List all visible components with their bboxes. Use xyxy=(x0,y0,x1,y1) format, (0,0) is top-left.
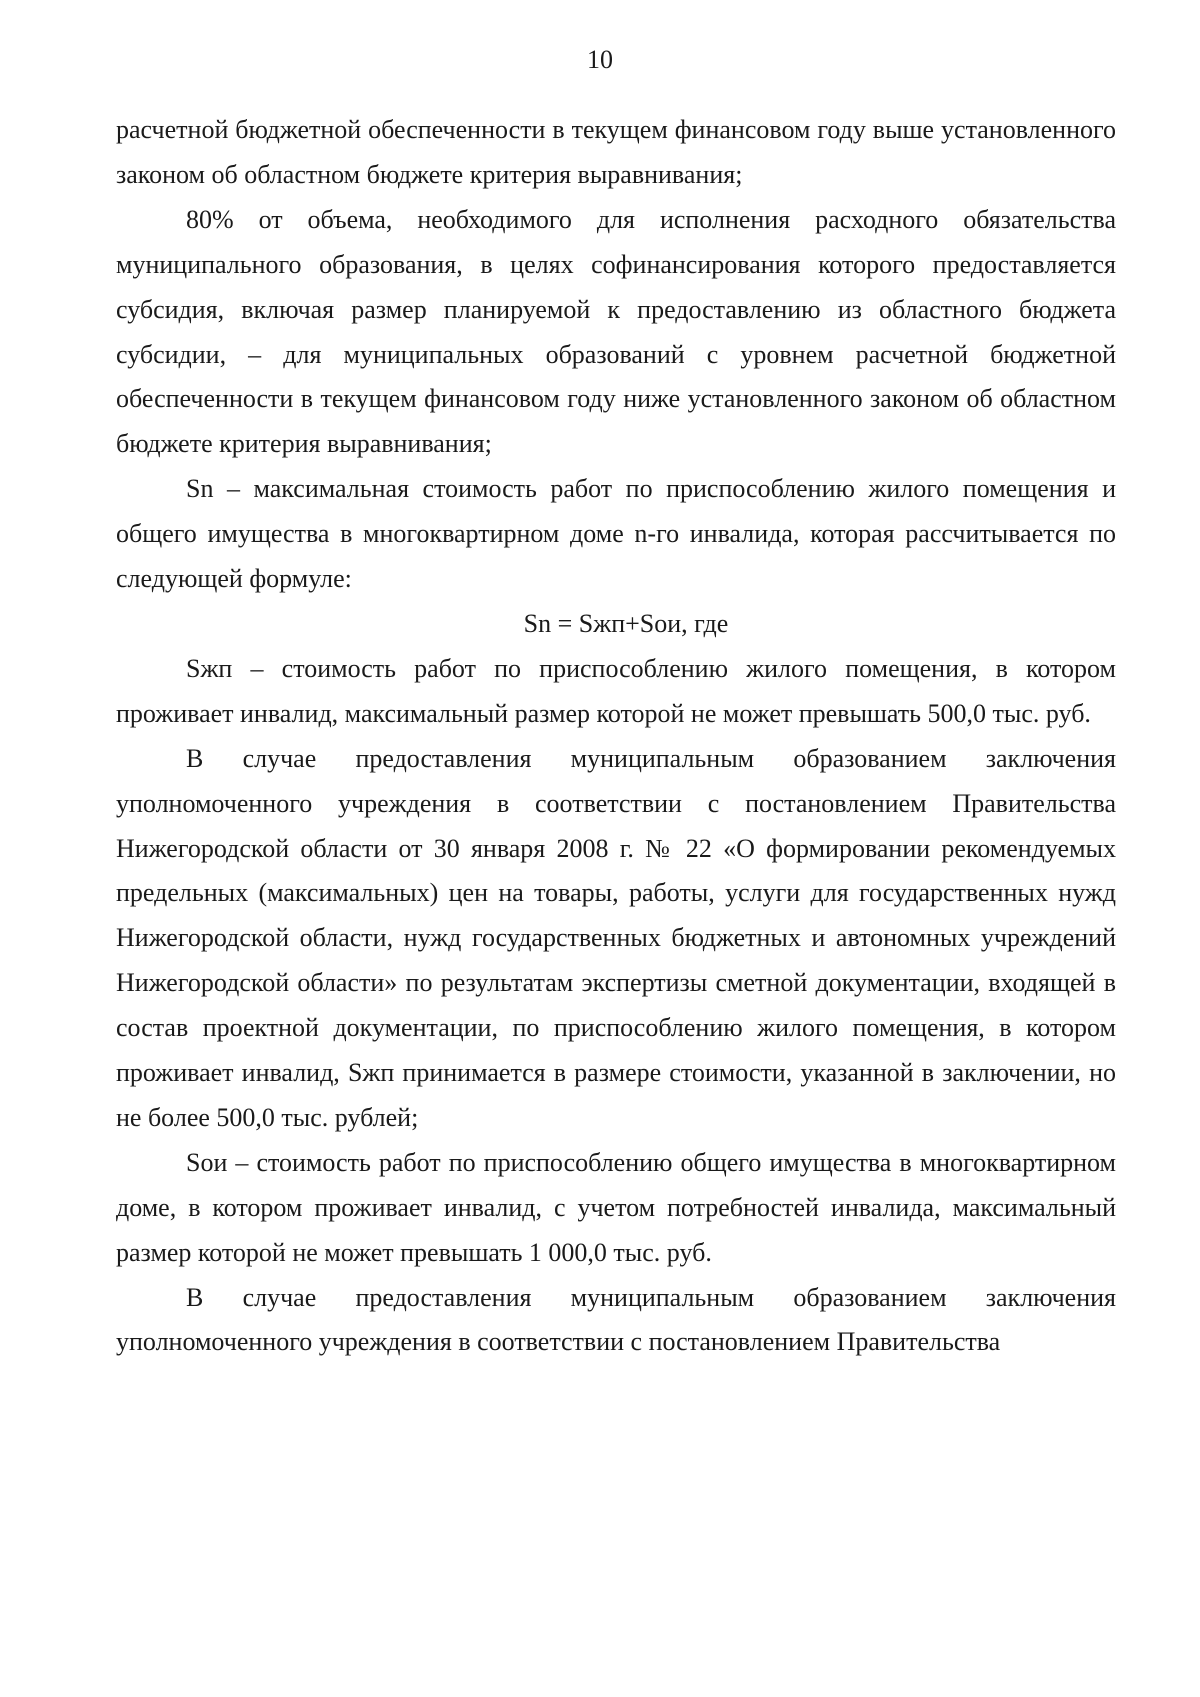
paragraph-eighty-percent-rule: 80% от объема, необходимого для исполнения расходного обязательства муниципального образования, в целях софинансирования которого предоставляется субсидия, включая размер планируемой к предоставлению из областного бюджета субсидии, – для муниципальных образований с уровнем расчетной бюджетной обеспеченности в текущем финансовом году ниже установленного законом об областном бюджете критерия выравнивания; xyxy=(116,204,1116,459)
document-body xyxy=(116,108,1116,1365)
paragraph-soi-conclusion-case: В случае предоставления муниципальным образованием заключения уполномоченного учреждения в соответствии с постановлением Правительства xyxy=(116,1282,1116,1357)
formula-line: Sn = Sжп+Sои, где xyxy=(523,608,729,638)
paragraph-szhp-definition: Sжп – стоимость работ по приспособлению жилого помещения, в котором проживает инвалид, максимальный размер которой не может превышать 500,0 тыс. руб. xyxy=(116,653,1116,728)
paragraph-szhp-conclusion-case: В случае предоставления муниципальным образованием заключения уполномоченного учреждения в соответствии с постановлением Правительства Нижегородской области от 30 января 2008 г. № 22 «О формировании рекомендуемых предельных (максимальных) цен на товары, работы, услуги для государственных нужд Нижегородской области, нужд государственных бюджетных и автономных учреждений Нижегородской области» по результатам экспертизы сметной документации, входящей в состав проектной документации, по приспособлению жилого помещения, в котором проживает инвалид, Sжп принимается в размере стоимости, указанной в заключении, но не более 500,0 тыс. рублей; xyxy=(116,743,1116,1132)
paragraph-soi-definition: Sои – стоимость работ по приспособлению общего имущества в многоквартирном доме, в котором проживает инвалид, с учетом потребностей инвалида, максимальный размер которой не может превышать 1 000,0 тыс. руб. xyxy=(116,1147,1116,1267)
paragraph-continuation: расчетной бюджетной обеспеченности в текущем финансовом году выше установленного законом об областном бюджете критерия выравнивания; xyxy=(116,115,1116,189)
page-number: 10 xyxy=(587,45,613,74)
paragraph-sn-definition: Sn – максимальная стоимость работ по приспособлению жилого помещения и общего имущества в многоквартирном доме n-го инвалида, которая рассчитывается по следующей формуле: xyxy=(116,474,1116,594)
